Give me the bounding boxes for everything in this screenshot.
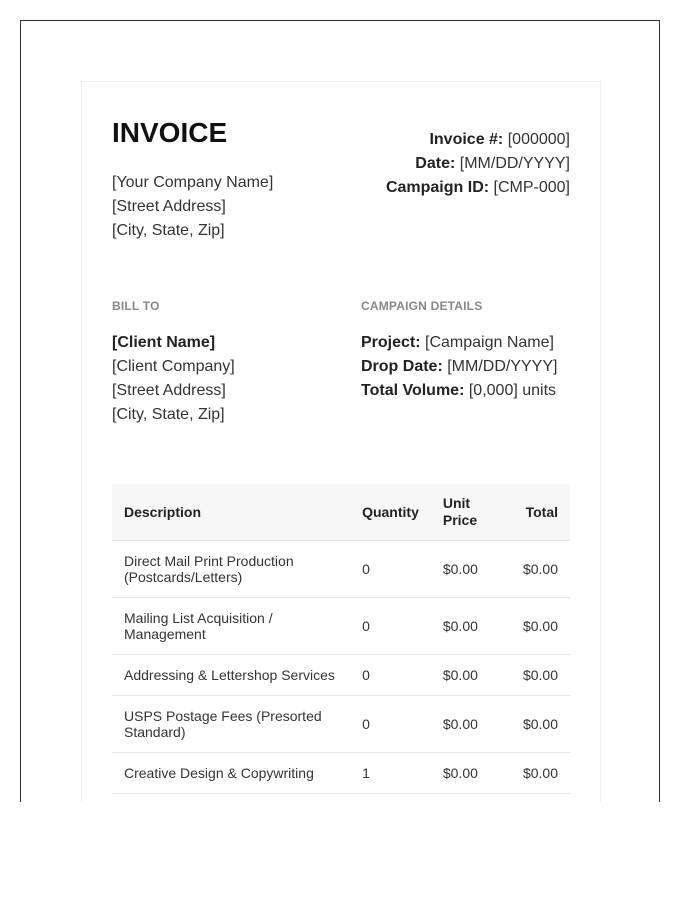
row-total: $0.00 [506,655,570,696]
row-quantity: 0 [350,541,431,598]
project-value: [Campaign Name] [425,334,554,351]
campaign-id-label: Campaign ID: [385,179,490,196]
table-row [112,598,570,655]
table-header-row [112,484,570,541]
client-company: [Client Company] [112,358,235,375]
bill-to-block [112,331,235,427]
row-description: Direct Mail Print Production (Postcards/Letters) [112,541,350,598]
drop-date-line [361,355,557,379]
row-description: Creative Design & Copywriting [112,753,350,794]
project-label: Project: [361,334,421,351]
company-city: [City, State, Zip] [112,222,225,239]
table-row [112,541,570,598]
table-row [112,696,570,753]
header-total: Total [506,484,570,541]
row-unit-price: $0.00 [431,696,506,753]
row-unit-price: $0.00 [431,598,506,655]
invoice-number-line [386,128,570,152]
header-quantity: Quantity [350,484,431,541]
drop-date-label: Drop Date: [361,358,443,375]
total-volume-line [361,379,557,403]
header-unit-price: Unit Price [431,484,506,541]
invoice-date-value: [MM/DD/YYYY] [459,155,570,172]
drop-date-value: [MM/DD/YYYY] [447,358,558,375]
bill-to-heading: BILL TO [112,299,160,313]
company-name: [Your Company Name] [112,174,274,191]
row-quantity: 0 [350,598,431,655]
invoice-title: INVOICE [112,117,228,148]
invoice-number-value: [000000] [507,131,570,148]
client-street: [Street Address] [112,382,226,399]
row-description: Mailing List Acquisition / Management [112,598,350,655]
row-total: $0.00 [506,753,570,794]
row-quantity: 0 [350,655,431,696]
table-row [112,753,570,794]
total-volume-label: Total Volume: [361,382,465,399]
header-description: Description [112,484,350,541]
client-city: [City, State, Zip] [112,406,225,423]
row-total: $0.00 [506,696,570,753]
row-quantity: 0 [350,696,431,753]
row-unit-price: $0.00 [431,541,506,598]
company-street: [Street Address] [112,198,226,215]
row-total: $0.00 [506,541,570,598]
project-line [361,331,557,355]
invoice-date-line [386,152,570,176]
row-quantity: 1 [350,753,431,794]
invoice-meta-block [386,128,570,200]
campaign-id-value: [CMP-000] [493,179,570,196]
invoice-date-label: Date: [415,155,456,172]
campaign-details-heading: CAMPAIGN DETAILS [361,299,483,313]
total-volume-value: [0,000] units [468,382,557,399]
row-description: USPS Postage Fees (Presorted Standard) [112,696,350,753]
row-unit-price: $0.00 [431,655,506,696]
row-description: Addressing & Lettershop Services [112,655,350,696]
row-unit-price: $0.00 [431,753,506,794]
campaign-details-block [361,331,557,403]
company-address-block [112,171,273,243]
row-total: $0.00 [506,598,570,655]
line-items-table [112,484,570,794]
invoice-number-label: Invoice #: [429,131,504,148]
client-name: [Client Name] [112,334,216,351]
campaign-id-line [386,176,570,200]
table-row [112,655,570,696]
